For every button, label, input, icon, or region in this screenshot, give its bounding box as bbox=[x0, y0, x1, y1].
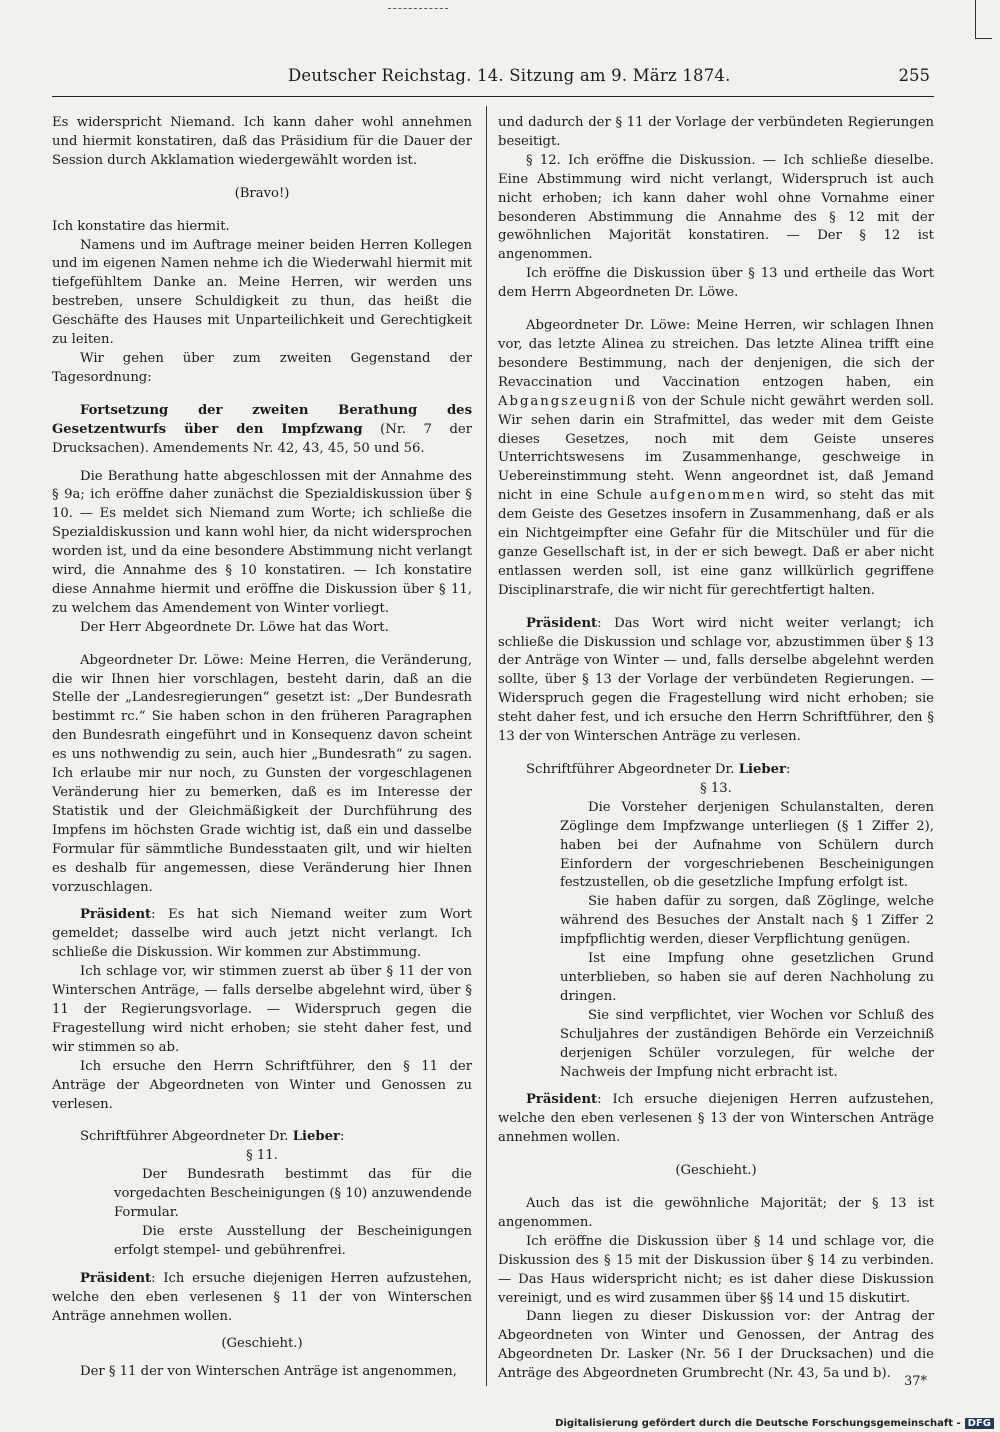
column-divider bbox=[486, 106, 487, 1386]
speech: Präsident: Ich ersuche diejenigen Herren aufzustehen, welche den eben verlesenen § 11 der von Winterschen Anträge annehmen wollen. bbox=[52, 1270, 472, 1324]
agenda-title: Fortsetzung der zweiten Berathung des Gesetzentwurfs über den Impfzwang bbox=[52, 402, 472, 437]
speaker-name: Präsident bbox=[80, 907, 152, 923]
dfg-logo: DFG bbox=[965, 1418, 994, 1429]
left-column bbox=[52, 114, 472, 1382]
paragraph: Ich eröffne die Diskussion über § 13 und ertheile das Wort dem Herrn Abgeordneten Dr. Löwe. bbox=[498, 266, 934, 301]
procedural-note: (Geschieht.) bbox=[675, 1163, 757, 1179]
provision-text: Sie sind verpflichtet, vier Wochen vor Schluß des Schuljahres der zuständigen Behörde ein Verzeichniß derjenigen Schüler vorzulegen, für welche der Nachweis der Impfung nicht erbracht ist. bbox=[560, 1007, 934, 1080]
speaker-name: Abgeordneter Dr. Löwe bbox=[526, 318, 686, 334]
agenda-item bbox=[52, 402, 472, 459]
paragraph: Der § 11 der von Winterschen Anträge ist angenommen, bbox=[80, 1364, 457, 1380]
quoted-provision bbox=[114, 1166, 472, 1261]
speech: Abgeordneter Dr. Löwe: Meine Herren, wir schlagen Ihnen vor, das letzte Alinea zu streichen. Das letzte Alinea trifft eine besondere Bestimmung, nach der denjenigen, die sich der Revaccination und Vaccination entzogen haben, ein Abgangszeugniß von der Schule nicht gewährt werden soll. Wir sehen darin ein Strafmittel, das weder mit dem Geiste dieses Gesetzes, noch mit dem Geiste unseres Unterrichtswesens im Zusammenhange, geschweige in Uebereinstimmung steht. Wenn angeordnet ist, daß Jemand nicht in eine Schule aufgenommen wird, so steht das mit dem Geiste des Gesetzes insofern in Zusammenhang, daß er als ein Nichtgeimpfter eine Gefahr für die Mitschüler und für die ganze Gesellschaft ist, in der er sich bewegt. Daß er aber nicht entlassen werden soll, ist eine ganz willkürlich gegriffene Disciplinarstrafe, die wir nicht für gerechtfertigt halten. bbox=[498, 318, 934, 598]
footer-text: Digitalisierung gefördert durch die Deutsche Forschungsgemeinschaft - bbox=[555, 1418, 961, 1429]
section-number: § 13. bbox=[700, 780, 732, 796]
paragraph: Ich eröffne die Diskussion über § 14 und schlage vor, die Diskussion des § 15 mit der Diskussion über § 14 zu verbinden. — Das Haus widerspricht nicht; es ist daher diese Diskussion vereinigt, und es wird zusammen über §§ 14 und 15 diskutirt. bbox=[498, 1233, 934, 1306]
page-number: 255 bbox=[898, 66, 930, 85]
paragraph: Ich schlage vor, wir stimmen zuerst ab über § 11 der von Winterschen Anträge, — falls derselbe abgelehnt wird, über § 11 der Regierungsvorlage. — Widerspruch gegen die Fragestellung wird nicht erhoben; sie steht daher fest, und wir stimmen so ab. bbox=[52, 964, 472, 1055]
speech: Präsident: Das Wort wird nicht weiter verlangt; ich schließe die Diskussion und schlage vor, abzustimmen über § 13 der Anträge von Winter — und, falls derselbe abgelehnt werden sollte, über § 13 der Vorlage der verbündeten Regierungen. — Widerspruch gegen die Fragestellung wird nicht erhoben; sie steht daher fest, und ich ersuche den Herrn Schriftführer, den § 13 der von Winterschen Anträge zu verlesen. bbox=[498, 615, 934, 745]
paragraph: Dann liegen zu dieser Diskussion vor: der Antrag der Abgeordneten von Winter und Genossen, der Antrag des Abgeordneten Dr. Lasker (Nr. 56 I der Drucksachen) und die Anträge des Abgeordneten Grumbrecht (Nr. 43, 5a und b). bbox=[498, 1309, 934, 1382]
speaker-name: Abgeordneter Dr. Löwe bbox=[80, 652, 240, 668]
digitization-footer bbox=[555, 1418, 994, 1429]
section-number: § 11. bbox=[246, 1148, 278, 1164]
speaker-name: Lieber bbox=[292, 1129, 340, 1145]
provision-text: Ist eine Impfung ohne gesetzlichen Grund unterblieben, so haben sie auf deren Nachholung zu dringen. bbox=[560, 951, 934, 1004]
provision-text: Die Vorsteher derjenigen Schulanstalten, deren Zöglinge dem Impfzwange unterliegen (§ 1 Ziffer 2), haben bei der Aufnahme von Schülern durch Einfordern der vorgeschriebenen Bescheinigungen festzustellen, ob die gesetzliche Impfung erfolgt ist. bbox=[560, 799, 934, 891]
paragraph: und dadurch der § 11 der Vorlage der verbündeten Regierungen beseitigt. bbox=[498, 115, 934, 149]
speaker-name: Präsident bbox=[526, 1092, 598, 1108]
speech: Abgeordneter Dr. Löwe: Meine Herren, die Veränderung, die wir Ihnen hier vorschlagen, besteht darin, daß an die Stelle der „Landesregierungen“ gesetzt ist: „Der Bundesrath bestimmt rc.“ Sie haben schon in den früheren Paragraphen den Bundesrath eingeführt und in Konsequenz davon scheint es uns nothwendig zu sein, auch hier „Bundesrath“ zu sagen. Ich erlaube mir nur noch, zu Gunsten der vorgeschlagenen Veränderung hier zu bemerken, daß es im Interesse der Statistik und der Gleichmäßigkeit der Durchführung des Impfens im höchsten Grade wichtig ist, daß ein und dasselbe Formular für sämmtliche Bundesstaaten gilt, und wir hielten es deshalb für angemessen, diese Veränderung hier Ihnen vorzuschlagen. bbox=[52, 652, 472, 895]
header-title: Deutscher Reichstag. 14. Sitzung am 9. März 1874. bbox=[288, 66, 731, 85]
speaker-name: Präsident bbox=[80, 1270, 152, 1286]
provision-text: Die erste Ausstellung der Bescheinigungen erfolgt stempel- und gebührenfrei. bbox=[114, 1223, 472, 1258]
provision-text: Sie haben dafür zu sorgen, daß Zöglinge, welche während des Besuches der Anstalt nach § 1 Ziffer 2 impfpflichtig werden, dieser Verpflichtung genügen. bbox=[560, 894, 934, 948]
paragraph: Der Herr Abgeordnete Dr. Löwe hat das Wort. bbox=[80, 619, 389, 635]
emphasized-word: Abgangszeugniß bbox=[498, 393, 638, 409]
speaker-name: Präsident bbox=[526, 615, 598, 631]
secretary-line: Schriftführer Abgeordneter Dr. Lieber: bbox=[526, 762, 791, 777]
scan-corner-mark bbox=[975, 0, 992, 39]
scan-mark bbox=[388, 8, 448, 9]
procedural-note: (Geschieht.) bbox=[221, 1336, 303, 1352]
header-rule bbox=[52, 96, 934, 97]
speech: Präsident: Es hat sich Niemand weiter zum Wort gemeldet; dasselbe wird auch jetzt nicht verlangt. Ich schließe die Diskussion. Wir kommen zur Abstimmung. bbox=[52, 907, 472, 961]
signature-mark: 37* bbox=[904, 1374, 928, 1389]
secretary-line: Schriftführer Abgeordneter Dr. Lieber: bbox=[80, 1129, 345, 1145]
speaker-name: Lieber bbox=[738, 762, 786, 777]
emphasized-word: aufgenommen bbox=[649, 488, 767, 504]
paragraph: Es widerspricht Niemand. Ich kann daher wohl annehmen und hiermit konstatiren, daß das Präsidium für die Dauer der Session durch Akklamation wiedergewählt worden ist. bbox=[52, 115, 472, 168]
paragraph: Ich ersuche den Herrn Schriftführer, den § 11 der Anträge der Abgeordneten von Winter und Genossen zu verlesen. bbox=[52, 1058, 472, 1112]
paragraph: § 12. Ich eröffne die Diskussion. — Ich schließe dieselbe. Eine Abstimmung wird nicht verlangt, Widerspruch ist auch nicht erhoben; ich kann daher wohl ohne Vornahme einer besonderen Abstimmung die Annahme des § 12 mit der gewöhnlichen Majorität konstatiren. — Der § 12 ist angenommen. bbox=[498, 152, 934, 263]
paragraph: Ich konstatire das hiermit. bbox=[52, 218, 230, 234]
applause-note: (Bravo!) bbox=[234, 185, 290, 201]
paragraph: Namens und im Auftrage meiner beiden Herren Kollegen und im eigenen Namen nehme ich die Wiederwahl hiermit mit tiefgefühltem Danke an. Meine Herren, wir werden uns bestreben, unsere Schuldigkeit zu thun, das heißt die Geschäfte des Hauses mit Unparteilichkeit und Gerechtigkeit zu leiten. bbox=[52, 237, 472, 348]
paragraph: Die Berathung hatte abgeschlossen mit der Annahme des § 9a; ich eröffne daher zunächst die Spezialdiskussion über § 10. — Es meldet sich Niemand zum Worte; ich schließe die Spezialdiskussion und kann wohl hier, da nicht widersprochen worden ist, und da eine besondere Abstimmung nicht verlangt wird, die Annahme des § 10 konstatiren. — Ich konstatire diese Annahme hiermit und eröffne die Diskussion über § 11, zu welchem das Amendement von Winter vorliegt. bbox=[52, 468, 472, 616]
paragraph: Wir gehen über zum zweiten Gegenstand der Tagesordnung: bbox=[52, 350, 472, 385]
right-column bbox=[498, 114, 934, 1384]
provision-text: Der Bundesrath bestimmt das für die vorgedachten Bescheinigungen (§ 10) anzuwendende Formular. bbox=[114, 1167, 472, 1221]
paragraph: Auch das ist die gewöhnliche Majorität; der § 13 ist angenommen. bbox=[498, 1196, 934, 1230]
running-header bbox=[52, 62, 932, 92]
speech: Präsident: Ich ersuche diejenigen Herren aufzustehen, welche den eben verlesenen § 13 der von Winterschen Anträge annehmen wollen. bbox=[498, 1092, 934, 1146]
quoted-provision bbox=[560, 799, 934, 1083]
agenda-ref: (Nr. 7 der Drucksachen). Amendements Nr. 42, 43, 45, 50 und 56. bbox=[52, 421, 472, 456]
